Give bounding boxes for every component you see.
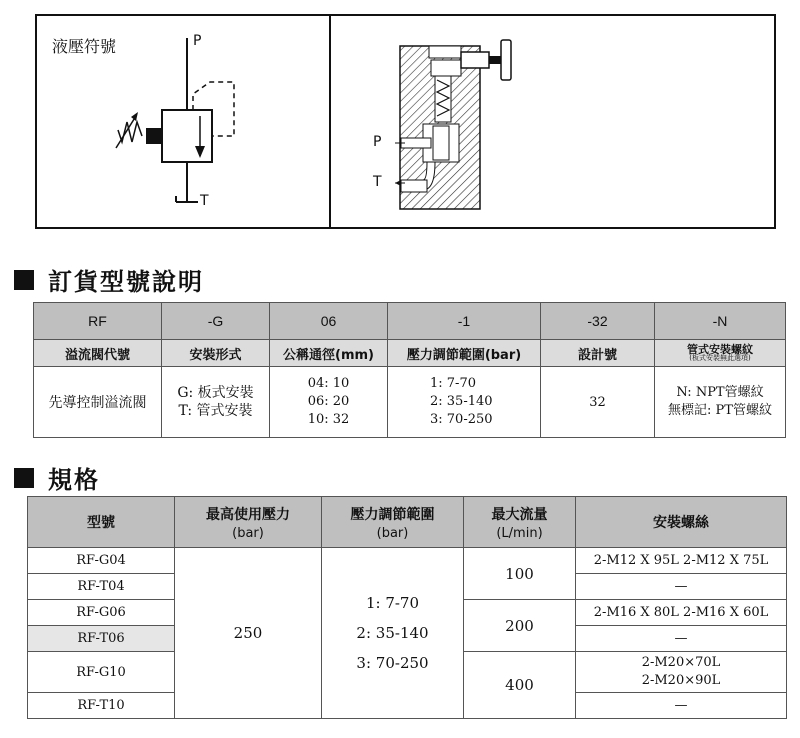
bolt-line: 2-M20×70L bbox=[641, 655, 721, 670]
mount-option: T: 管式安裝 bbox=[178, 403, 253, 419]
range-option: 3: 70-250 bbox=[430, 412, 493, 427]
pressure-header-label: 最高使用壓力 bbox=[206, 506, 290, 523]
flow-cell: 100 bbox=[464, 548, 576, 600]
section-port-t-label: T bbox=[373, 174, 382, 190]
model-cell: RF-T04 bbox=[28, 574, 175, 600]
header-cell: 設計號 bbox=[541, 340, 655, 367]
mount-options-cell bbox=[162, 367, 270, 438]
spec-header-row bbox=[28, 497, 787, 548]
bolts-cell: 2-M12 X 95L 2-M12 X 75L bbox=[576, 548, 787, 574]
model-cell: RF-T06 bbox=[28, 626, 175, 652]
diameters-cell bbox=[270, 367, 388, 438]
bolts-cell: 2-M16 X 80L 2-M16 X 60L bbox=[576, 600, 787, 626]
ordering-header-row bbox=[34, 340, 786, 367]
range-option: 1: 7-70 bbox=[430, 376, 476, 391]
range-value: 3: 70-250 bbox=[356, 654, 429, 672]
spec-section-heading bbox=[14, 460, 100, 495]
thread-option: 無標記: PT管螺紋 bbox=[668, 403, 772, 418]
header-cell: 安裝形式 bbox=[162, 340, 270, 367]
bolts-cell: — bbox=[576, 693, 787, 719]
range-header-unit: (bar) bbox=[376, 525, 409, 541]
diameter-option: 06: 20 bbox=[307, 394, 350, 409]
ordering-section-heading bbox=[14, 262, 204, 297]
header-cell: 壓力調節範圍(bar) bbox=[388, 340, 541, 367]
max-pressure-cell: 250 bbox=[175, 548, 322, 719]
heading-square-icon bbox=[14, 270, 34, 290]
ordering-title: 訂貨型號說明 bbox=[48, 268, 204, 296]
figure-divider bbox=[329, 14, 331, 229]
ranges-cell bbox=[388, 367, 541, 438]
flow-cell: 200 bbox=[464, 600, 576, 652]
range-value: 1: 7-70 bbox=[365, 594, 420, 612]
model-cell: RF-G10 bbox=[28, 652, 175, 693]
bolts-header: 安裝螺絲 bbox=[576, 497, 787, 548]
diameter-option: 10: 32 bbox=[307, 412, 350, 427]
bolts-cell: — bbox=[576, 626, 787, 652]
spec-table bbox=[27, 496, 787, 719]
bolt-line: 2-M20×90L bbox=[641, 673, 721, 688]
heading-square-icon bbox=[14, 468, 34, 488]
bolts-cell bbox=[576, 652, 787, 693]
valve-desc: 先導控制溢流閥 bbox=[34, 367, 162, 438]
flow-header-unit: (L/min) bbox=[496, 525, 543, 541]
code-cell: -1 bbox=[388, 303, 541, 340]
code-cell: -G bbox=[162, 303, 270, 340]
flow-cell: 400 bbox=[464, 652, 576, 719]
pressure-range-cell bbox=[322, 548, 464, 719]
code-cell: 06 bbox=[270, 303, 388, 340]
table-row bbox=[28, 548, 787, 574]
model-cell: RF-T10 bbox=[28, 693, 175, 719]
ordering-code-row bbox=[34, 303, 786, 340]
symbol-label: 液壓符號 bbox=[52, 37, 117, 56]
valve-section-drawing bbox=[395, 30, 535, 215]
flow-header-label: 最大流量 bbox=[491, 506, 548, 523]
ordering-table bbox=[33, 302, 786, 438]
model-cell: RF-G04 bbox=[28, 548, 175, 574]
code-cell: -N bbox=[655, 303, 786, 340]
mount-option: G: 板式安裝 bbox=[177, 385, 254, 401]
range-option: 2: 35-140 bbox=[430, 394, 493, 409]
ordering-body-row bbox=[34, 367, 786, 438]
range-header bbox=[322, 497, 464, 548]
thread-option: N: NPT管螺紋 bbox=[676, 385, 764, 400]
code-cell: RF bbox=[34, 303, 162, 340]
pressure-header bbox=[175, 497, 322, 548]
model-header: 型號 bbox=[28, 497, 175, 548]
model-cell: RF-G06 bbox=[28, 600, 175, 626]
diameter-option: 04: 10 bbox=[307, 376, 350, 391]
section-port-p-label: P bbox=[373, 134, 382, 150]
threads-header: 管式安裝螺紋 bbox=[687, 342, 753, 356]
threads-cell bbox=[655, 367, 786, 438]
code-cell: -32 bbox=[541, 303, 655, 340]
port-t-label: T bbox=[200, 193, 209, 209]
bolts-cell: — bbox=[576, 574, 787, 600]
range-value: 2: 35-140 bbox=[356, 624, 429, 642]
pressure-header-unit: (bar) bbox=[232, 525, 264, 541]
design-number: 32 bbox=[541, 367, 655, 438]
header-cell: 公稱通徑(mm) bbox=[270, 340, 388, 367]
port-p-label: P bbox=[193, 33, 202, 49]
flow-header bbox=[464, 497, 576, 548]
header-cell-threads bbox=[655, 340, 786, 367]
threads-note: (板式安裝無此選項) bbox=[689, 354, 751, 363]
hydraulic-symbol bbox=[100, 30, 300, 220]
range-header-label: 壓力調節範圍 bbox=[350, 506, 435, 523]
header-cell: 溢流閥代號 bbox=[34, 340, 162, 367]
spec-title: 規格 bbox=[48, 466, 100, 494]
